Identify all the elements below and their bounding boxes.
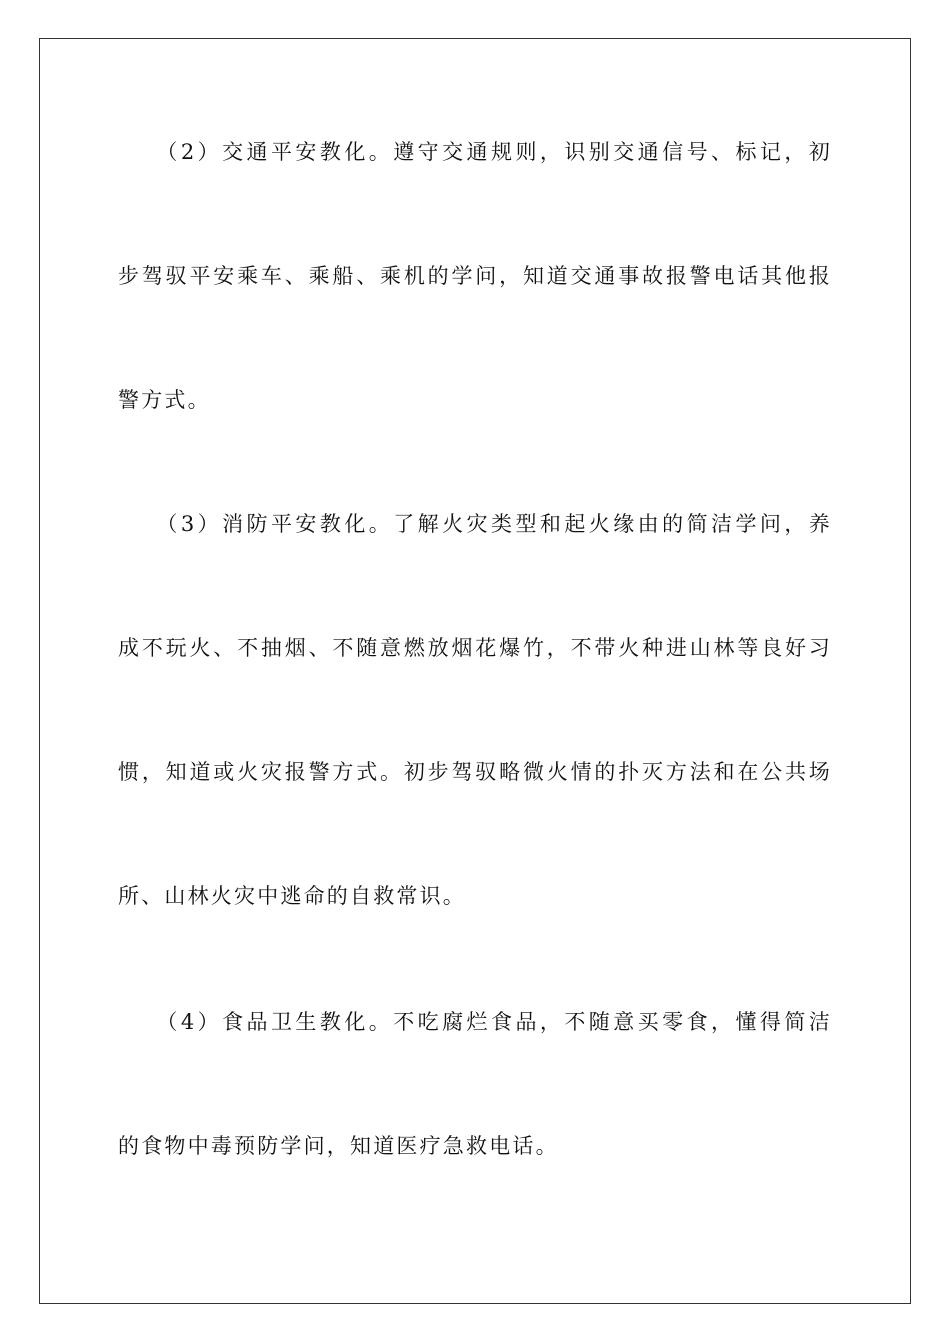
text-line: 警方式。 (118, 388, 211, 412)
text-line: 步驾驭平安乘车、乘船、乘机的学问，知道交通事故报警电话其他报 (118, 264, 832, 288)
page-border (39, 38, 911, 1304)
text-line: 成不玩火、不抽烟、不随意燃放烟花爆竹，不带火种进山林等良好习 (118, 636, 832, 660)
text-line: （3）消防平安教化。了解火灾类型和起火缘由的简洁学问，养 (118, 512, 832, 536)
text-line: 的食物中毒预防学问，知道医疗急救电话。 (118, 1134, 559, 1158)
text-line: （2）交通平安教化。遵守交通规则，识别交通信号、标记，初 (118, 140, 832, 164)
text-line: 惯，知道或火灾报警方式。初步驾驭略微火情的扑灭方法和在公共场 (118, 760, 832, 784)
text-line: 所、山林火灾中逃命的自救常识。 (118, 884, 466, 908)
text-line: （4）食品卫生教化。不吃腐烂食品，不随意买零食，懂得简洁 (118, 1010, 832, 1034)
